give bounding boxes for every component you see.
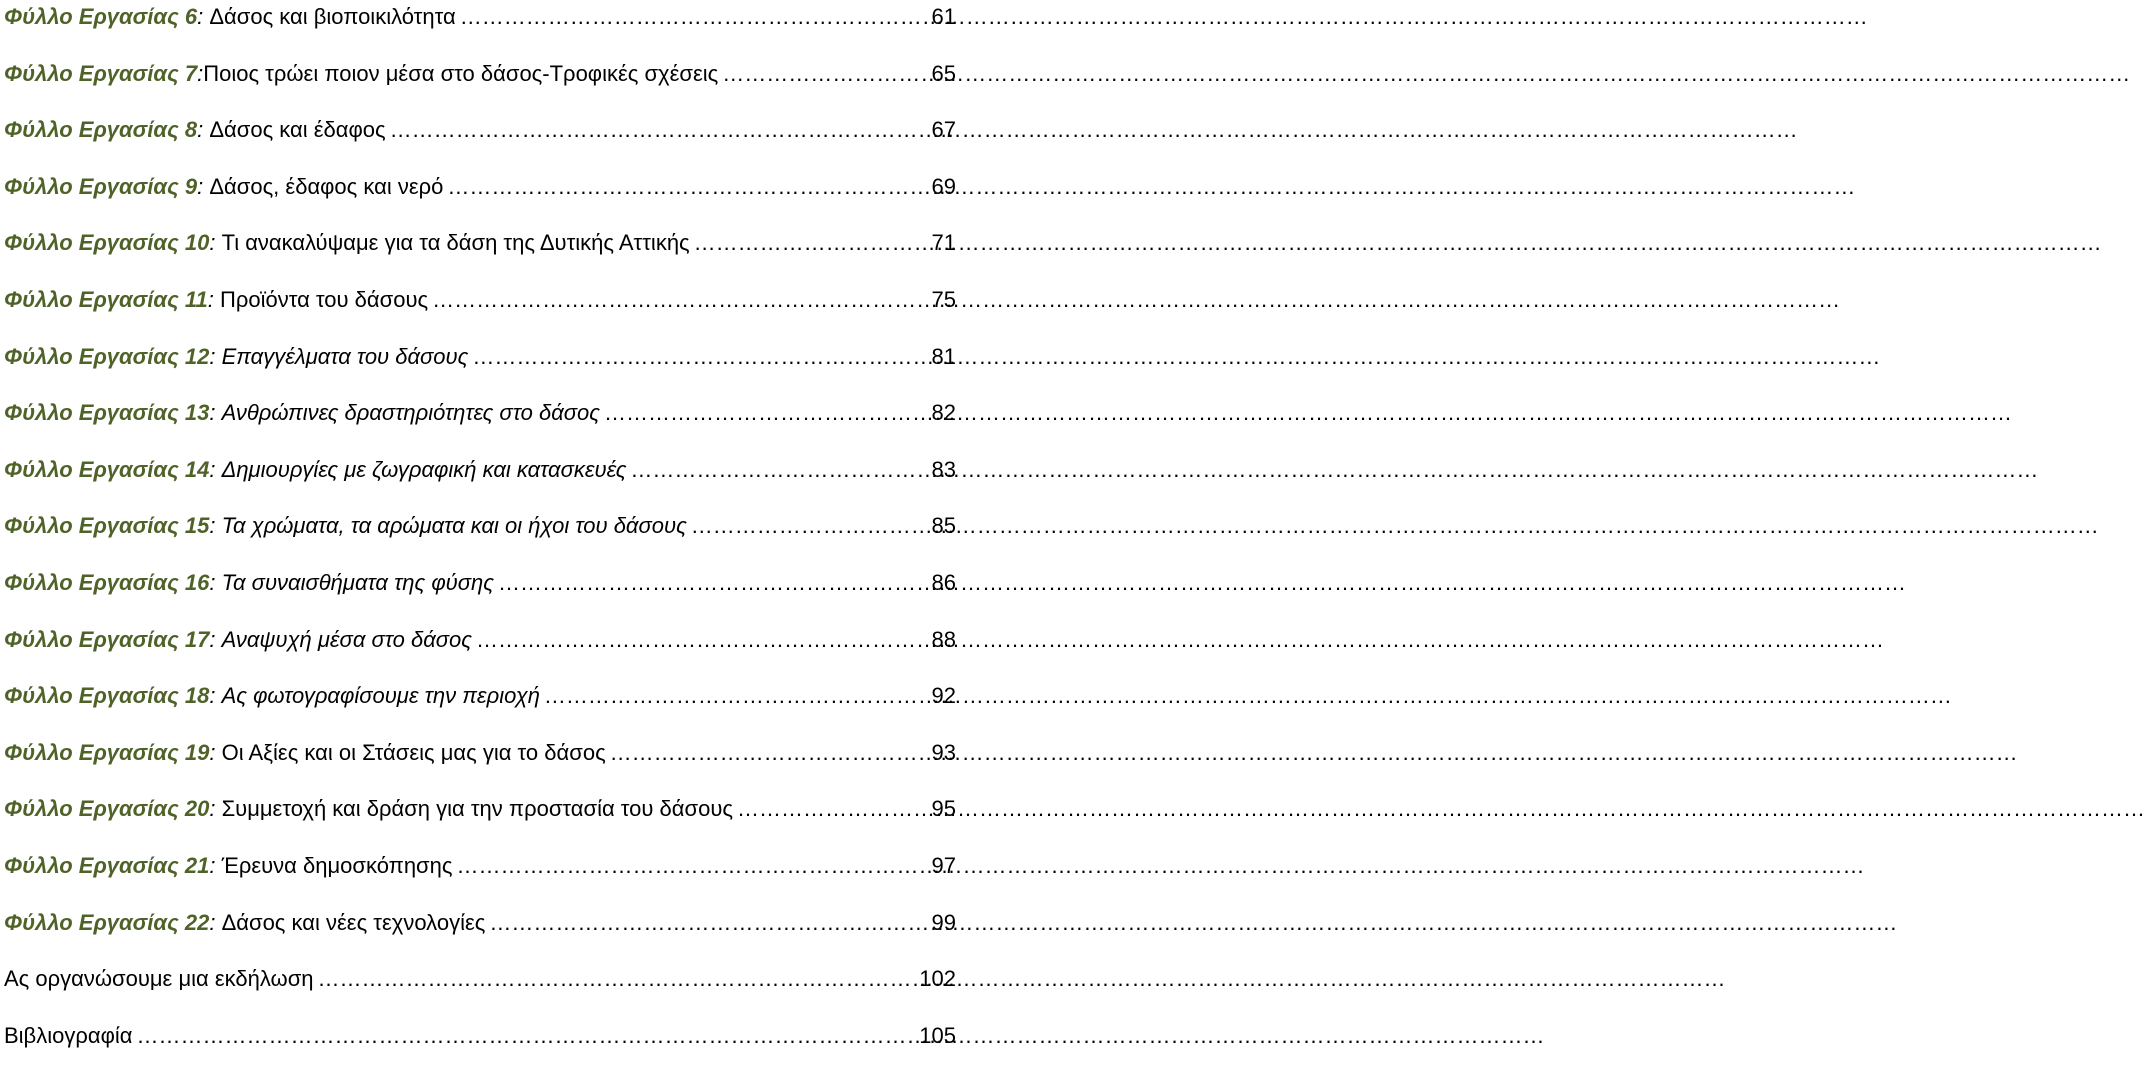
entry-title: Ποιος τρώει ποιον μέσα στο δάσος-Τροφικές σχέσεις [203, 60, 719, 86]
worksheet-label: Φύλλο Εργασίας 17 [4, 626, 210, 652]
separator-colon: : [209, 569, 216, 595]
toc-entry-10[interactable] [4, 226, 956, 283]
toc-entry-16[interactable] [4, 566, 956, 623]
worksheet-label: Φύλλο Εργασίας 12 [4, 343, 210, 369]
worksheet-label: Φύλλο Εργασίας 21 [4, 852, 210, 878]
page-number: 69 [931, 173, 956, 199]
page-number: 65 [931, 60, 956, 86]
separator-colon: : [197, 173, 204, 199]
toc-entry-17[interactable] [4, 623, 956, 680]
page-number: 82 [931, 400, 956, 426]
separator-colon: : [209, 796, 216, 822]
page-number: 95 [931, 796, 956, 822]
entry-title: Συμμετοχή και δράση για την προστασία του δάσους [221, 796, 733, 822]
dot-leader [472, 340, 921, 374]
dot-leader [460, 0, 922, 34]
separator-colon: : [209, 456, 216, 482]
separator-colon: : [207, 286, 214, 312]
separator-colon: : [197, 60, 204, 86]
page-number: 93 [931, 739, 956, 765]
toc-entry-event[interactable] [4, 962, 956, 1019]
separator-colon: : [209, 400, 216, 426]
page-number: 61 [931, 4, 956, 29]
page-number: 86 [931, 569, 956, 595]
toc-entry-21[interactable] [4, 849, 956, 906]
dot-leader [694, 226, 922, 260]
separator-colon: : [209, 513, 216, 539]
entry-title: Τι ανακαλύψαμε για τα δάση της Δυτικής Αττικής [221, 230, 690, 256]
entry-title: Ανθρώπινες δραστηριότητες στο δάσος [221, 400, 600, 426]
toc-entry-6[interactable] [4, 0, 956, 57]
toc-entry-8[interactable] [4, 113, 956, 170]
dot-leader [432, 283, 921, 317]
dot-leader [630, 453, 921, 487]
worksheet-label: Φύλλο Εργασίας 22 [4, 909, 210, 935]
worksheet-label: Φύλλο Εργασίας 14 [4, 456, 210, 482]
dot-leader [691, 509, 922, 543]
dot-leader [498, 566, 922, 600]
worksheet-label: Φύλλο Εργασίας 16 [4, 569, 210, 595]
dot-leader [136, 1019, 909, 1053]
toc-entry-7[interactable] [4, 57, 956, 114]
worksheet-label: Φύλλο Εργασίας 13 [4, 400, 210, 426]
dot-leader [476, 623, 922, 657]
table-of-contents [4, 0, 956, 1075]
toc-entry-9[interactable] [4, 170, 956, 227]
dot-leader [318, 962, 910, 996]
toc-entry-20[interactable] [4, 792, 956, 849]
worksheet-label: Φύλλο Εργασίας 8 [4, 117, 198, 143]
worksheet-label: Φύλλο Εργασίας 20 [4, 796, 210, 822]
page-number: 105 [919, 1022, 956, 1048]
separator-colon: : [209, 343, 216, 369]
worksheet-label: Φύλλο Εργασίας 6 [4, 4, 198, 29]
page-number: 99 [931, 909, 956, 935]
separator-colon: : [209, 626, 216, 652]
entry-title: Δάσος και νέες τεχνολογίες [221, 909, 486, 935]
page-number: 83 [931, 456, 956, 482]
toc-entry-18[interactable] [4, 679, 956, 736]
worksheet-label: Φύλλο Εργασίας 11 [4, 286, 208, 312]
toc-entry-14[interactable] [4, 453, 956, 510]
toc-entry-bibliography[interactable] [4, 1019, 956, 1075]
separator-colon: : [197, 117, 204, 143]
dot-leader [610, 736, 922, 770]
page-number: 88 [931, 626, 956, 652]
dot-leader [456, 849, 921, 883]
dot-leader [722, 57, 921, 91]
page-number: 81 [931, 343, 956, 369]
worksheet-label: Φύλλο Εργασίας 15 [4, 513, 210, 539]
entry-title: Οι Αξίες και οι Στάσεις μας για το δάσος [221, 739, 606, 765]
toc-entry-15[interactable] [4, 509, 956, 566]
entry-title: Δάσος και έδαφος [209, 117, 386, 143]
page-number: 85 [931, 513, 956, 539]
page-number: 71 [931, 230, 956, 256]
separator-colon: : [197, 4, 204, 29]
entry-title: Βιβλιογραφία [4, 1022, 133, 1048]
toc-entry-12[interactable] [4, 340, 956, 397]
separator-colon: : [209, 739, 216, 765]
separator-colon: : [209, 909, 216, 935]
worksheet-label: Φύλλο Εργασίας 7 [4, 60, 198, 86]
separator-colon: : [209, 852, 216, 878]
page-number: 75 [931, 286, 956, 312]
dot-leader [604, 396, 922, 430]
entry-title: Δάσος και βιοποικιλότητα [209, 4, 456, 29]
entry-title: Τα συναισθήματα της φύσης [221, 569, 494, 595]
toc-entry-22[interactable] [4, 906, 956, 963]
worksheet-label: Φύλλο Εργασίας 10 [4, 230, 210, 256]
separator-colon: : [209, 683, 216, 709]
page-number: 97 [931, 852, 956, 878]
worksheet-label: Φύλλο Εργασίας 9 [4, 173, 198, 199]
entry-title: Δημιουργίες με ζωγραφική και κατασκευές [221, 456, 627, 482]
toc-entry-13[interactable] [4, 396, 956, 453]
worksheet-label: Φύλλο Εργασίας 18 [4, 683, 210, 709]
dot-leader [447, 170, 921, 204]
page-number: 102 [919, 966, 956, 992]
entry-title: Ας οργανώσουμε μια εκδήλωση [4, 966, 314, 992]
entry-title: Ας φωτογραφίσουμε την περιοχή [221, 683, 540, 709]
toc-entry-19[interactable] [4, 736, 956, 793]
entry-title: Δάσος, έδαφος και νερό [209, 173, 444, 199]
dot-leader [737, 792, 922, 826]
worksheet-label: Φύλλο Εργασίας 19 [4, 739, 210, 765]
entry-title: Τα χρώματα, τα αρώματα και οι ήχοι του δάσους [221, 513, 687, 539]
entry-title: Επαγγέλματα του δάσους [221, 343, 469, 369]
entry-title: Προϊόντα του δάσους [219, 286, 429, 312]
page-number: 92 [931, 683, 956, 709]
dot-leader [489, 906, 921, 940]
page-number: 67 [931, 117, 956, 143]
entry-title: Αναψυχή μέσα στο δάσος [221, 626, 472, 652]
dot-leader [544, 679, 922, 713]
entry-title: Έρευνα δημοσκόπησης [221, 852, 453, 878]
separator-colon: : [209, 230, 216, 256]
dot-leader [390, 113, 922, 147]
toc-entry-11[interactable] [4, 283, 956, 340]
